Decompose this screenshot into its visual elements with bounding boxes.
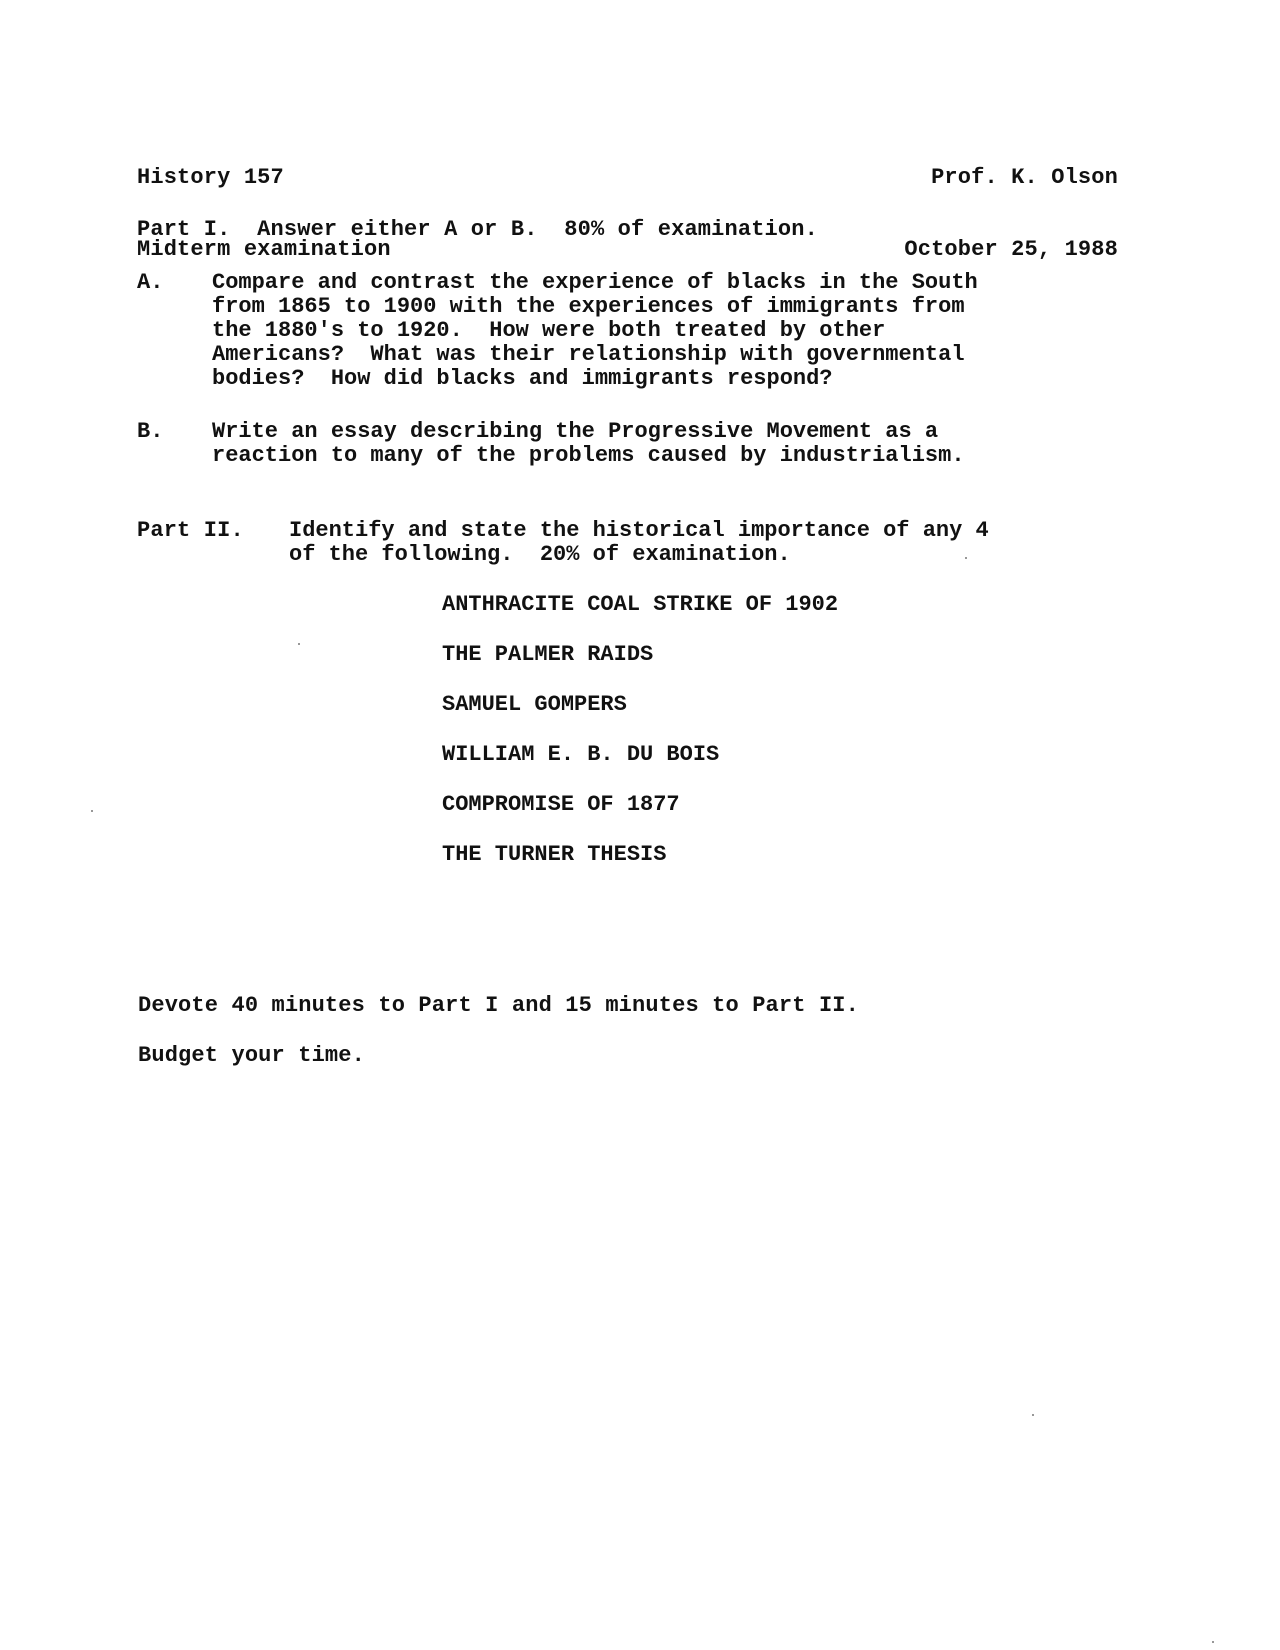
budget-reminder: Budget your time. [138, 1043, 365, 1068]
identification-term: ANTHRACITE COAL STRIKE OF 1902 [442, 592, 839, 617]
identification-term: WILLIAM E. B. DU BOIS [442, 742, 720, 767]
question-a-line: from 1865 to 1900 with the experiences of immigrants from [212, 294, 965, 319]
identification-term: SAMUEL GOMPERS [442, 692, 627, 717]
exam-date: October 25, 1988 [904, 237, 1118, 262]
scan-speck [91, 810, 93, 812]
time-allocation-note: Devote 40 minutes to Part I and 15 minutes to Part II. [138, 993, 860, 1018]
part2-instruction-line: Identify and state the historical importance of any 4 [289, 518, 989, 543]
question-b-label: B. [137, 419, 164, 444]
scan-speck [1212, 1641, 1214, 1643]
part2-label: Part II. [137, 518, 244, 543]
question-a-text [212, 271, 978, 391]
identification-term: THE TURNER THESIS [442, 842, 667, 867]
question-a-line: Compare and contrast the experience of blacks in the South [212, 270, 978, 295]
part2-instructions [289, 519, 989, 567]
question-a-label: A. [137, 270, 164, 295]
scan-speck [298, 643, 300, 645]
scan-speck [965, 557, 967, 559]
professor-name: Prof. K. Olson [931, 165, 1118, 190]
identification-term: COMPROMISE OF 1877 [442, 792, 680, 817]
question-b-text [212, 420, 965, 468]
question-a-line: Americans? What was their relationship with governmental [212, 342, 965, 367]
question-a-line: the 1880's to 1920. How were both treated by other [212, 318, 886, 343]
identification-term: THE PALMER RAIDS [442, 642, 654, 667]
question-b-line: Write an essay describing the Progressive Movement as a [212, 419, 939, 444]
course-title: History 157 [137, 165, 284, 190]
part2-instruction-line: of the following. 20% of examination. [289, 542, 791, 567]
question-b-line: reaction to many of the problems caused by industrialism. [212, 443, 965, 468]
part1-heading: Part I. Answer either A or B. 80% of examination. [137, 217, 818, 242]
scan-speck [1032, 1414, 1034, 1416]
exam-type: Midterm examination [137, 237, 391, 262]
question-a-line: bodies? How did blacks and immigrants respond? [212, 366, 833, 391]
